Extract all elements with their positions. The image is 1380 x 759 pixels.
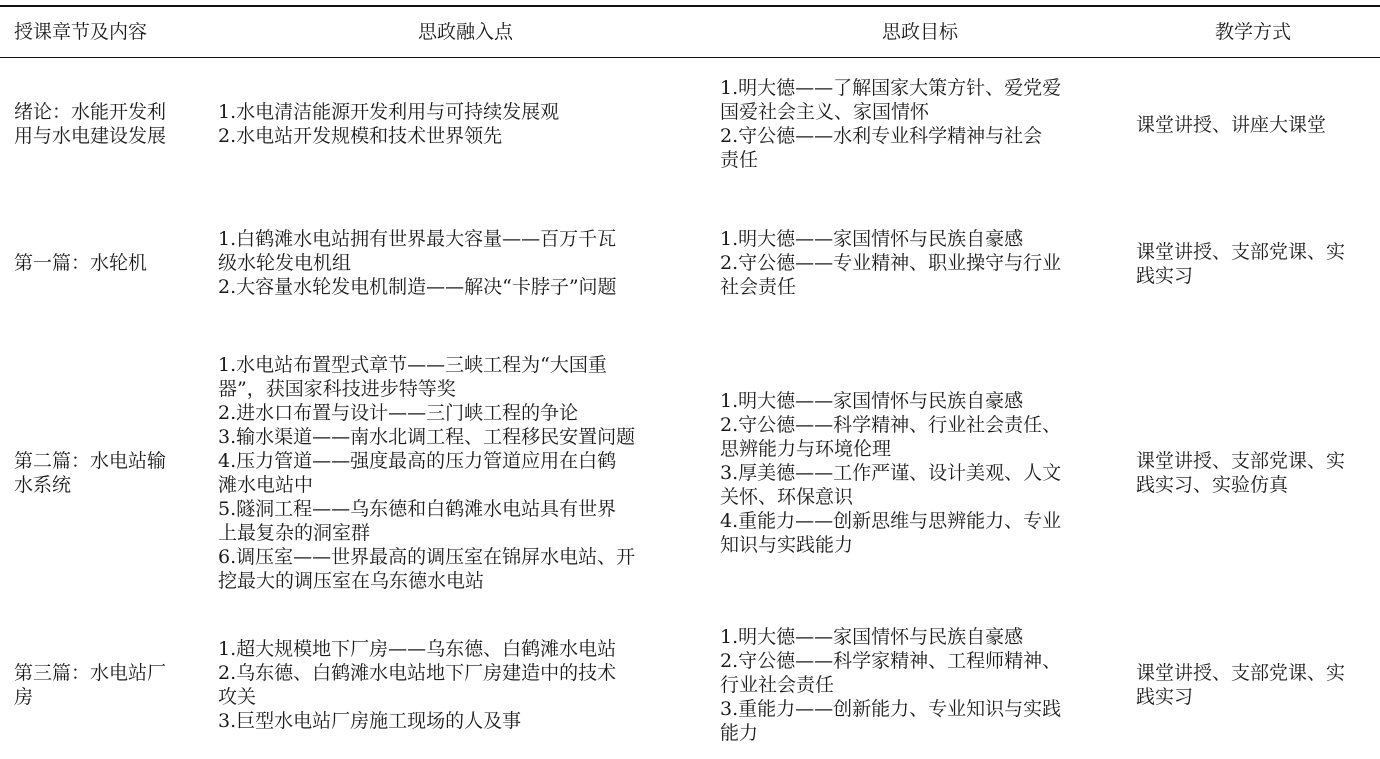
cell-line: 第三篇：水电站厂	[14, 662, 167, 684]
cell-line: 2.守公德——科学精神、行业社会责任、	[720, 414, 1062, 436]
cell-line: 挖最大的调压室在乌东德水电站	[218, 570, 485, 592]
table-row-1-goals	[720, 220, 1125, 306]
table-row-3-goals	[720, 614, 1125, 756]
cell-line: 知识与实践能力	[720, 534, 854, 556]
cell-line: 2.守公德——科学家精神、工程师精神、	[720, 650, 1062, 672]
cell-line: 第二篇：水电站输	[14, 450, 167, 472]
cell-line: 2.守公德——水利专业科学精神与社会	[720, 125, 1043, 147]
table-row-0-method	[1136, 110, 1376, 140]
cell-line: 责任	[720, 149, 759, 171]
header-goals: 思政目标	[881, 21, 958, 43]
table-row-0-goals	[720, 66, 1125, 182]
table-row-1-points	[218, 220, 713, 306]
cell-line: 级水轮发电机组	[218, 252, 352, 274]
cell-line: 5.隧洞工程——乌东德和白鹤滩水电站具有世界	[218, 498, 617, 520]
table-row-3-chapter	[14, 655, 204, 715]
cell-line: 3.输水渠道——南水北调工程、工程移民安置问题	[218, 426, 636, 448]
cell-line: 第一篇：水轮机	[14, 252, 148, 274]
table-row-3-points	[218, 628, 713, 742]
header-chapter: 授课章节及内容	[14, 21, 148, 43]
table-row-2-points	[218, 332, 713, 614]
table-row-1-chapter	[14, 248, 204, 278]
cell-line: 课堂讲授、支部党课、实	[1136, 450, 1346, 472]
cell-line: 1.明大德——了解国家大策方针、爱党爱	[720, 77, 1062, 99]
table-row-2-method	[1136, 443, 1376, 503]
cell-line: 国爱社会主义、家国情怀	[720, 101, 930, 123]
cell-line: 2.水电站开发规模和技术世界领先	[218, 125, 503, 147]
header-method: 教学方式	[1214, 21, 1291, 43]
cell-line: 1.明大德——家国情怀与民族自豪感	[720, 626, 1024, 648]
table-top-rule	[0, 5, 1380, 7]
header-points: 思政融入点	[417, 21, 513, 43]
cell-line: 课堂讲授、支部党课、实	[1136, 241, 1346, 263]
cell-line: 攻关	[218, 686, 257, 708]
cell-line: 房	[14, 686, 34, 708]
cell-line: 滩水电站中	[218, 474, 314, 496]
cell-line: 2.守公德——专业精神、职业操守与行业	[720, 252, 1062, 274]
cell-line: 上最复杂的洞室群	[218, 522, 371, 544]
cell-line: 3.厚美德——工作严谨、设计美观、人文	[720, 462, 1062, 484]
cell-line: 2.乌东德、白鹤滩水电站地下厂房建造中的技术	[218, 662, 617, 684]
table-row-0-chapter	[14, 94, 204, 154]
cell-line: 1.明大德——家国情怀与民族自豪感	[720, 228, 1024, 250]
table-row-2-chapter	[14, 443, 204, 503]
cell-line: 器”，获国家科技进步特等奖	[218, 378, 456, 400]
cell-line: 关怀、环保意识	[720, 486, 854, 508]
cell-line: 能力	[720, 722, 759, 744]
cell-line: 践实习	[1136, 686, 1194, 708]
table-header-rule	[0, 57, 1380, 58]
cell-line: 社会责任	[720, 276, 797, 298]
table-row-0-points	[218, 94, 713, 154]
cell-line: 2.大容量水轮发电机制造——解决“卡脖子”问题	[218, 276, 617, 298]
cell-line: 1.水电站布置型式章节——三峡工程为“大国重	[218, 354, 607, 376]
cell-line: 1.水电清洁能源开发利用与可持续发展观	[218, 101, 560, 123]
cell-line: 1.明大德——家国情怀与民族自豪感	[720, 390, 1024, 412]
table-row-1-method	[1136, 234, 1376, 294]
cell-line: 践实习、实验仿真	[1136, 474, 1289, 496]
cell-line: 1.超大规模地下厂房——乌东德、白鹤滩水电站	[218, 638, 617, 660]
cell-line: 4.重能力——创新思维与思辨能力、专业	[720, 510, 1062, 532]
cell-line: 行业社会责任	[720, 674, 835, 696]
cell-line: 绪论：水能开发利	[14, 101, 167, 123]
cell-line: 2.进水口布置与设计——三门峡工程的争论	[218, 402, 579, 424]
cell-line: 践实习	[1136, 265, 1194, 287]
cell-line: 思辨能力与环境伦理	[720, 438, 892, 460]
cell-line: 3.巨型水电站厂房施工现场的人及事	[218, 710, 522, 732]
cell-line: 1.白鹤滩水电站拥有世界最大容量——百万千瓦	[218, 228, 617, 250]
cell-line: 用与水电建设发展	[14, 125, 167, 147]
cell-line: 课堂讲授、讲座大课堂	[1136, 114, 1327, 136]
table-row-3-method	[1136, 655, 1376, 715]
cell-line: 3.重能力——创新能力、专业知识与实践	[720, 698, 1062, 720]
cell-line: 课堂讲授、支部党课、实	[1136, 662, 1346, 684]
table-row-2-goals	[720, 374, 1125, 572]
cell-line: 水系统	[14, 474, 72, 496]
cell-line: 4.压力管道——强度最高的压力管道应用在白鹤	[218, 450, 617, 472]
cell-line: 6.调压室——世界最高的调压室在锦屏水电站、开	[218, 546, 636, 568]
